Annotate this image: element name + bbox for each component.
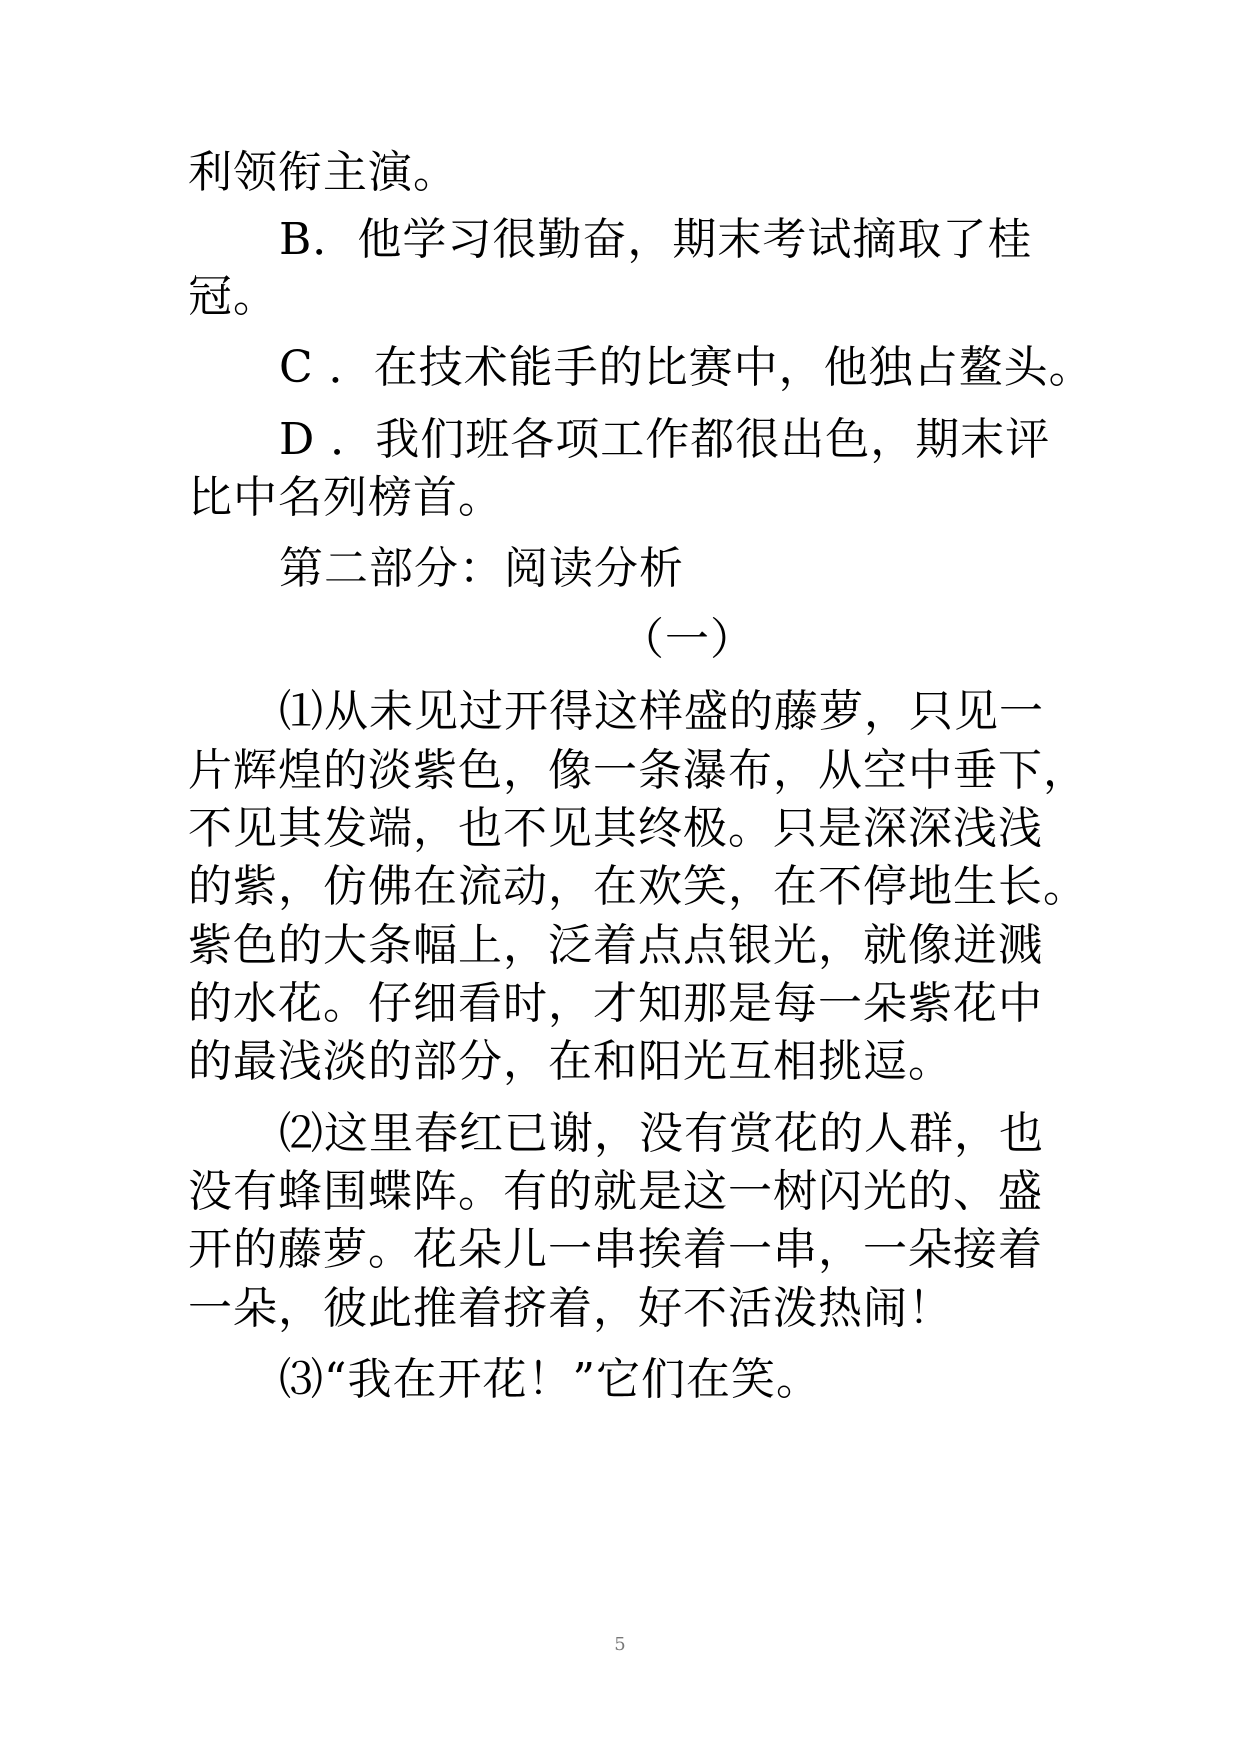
option-c-line: C ．在技术能手的比赛中，他独占鳌头。 (279, 342, 1094, 393)
passage-number: （一） (620, 614, 755, 665)
paragraph-1-line-3: 不见其发端，也不见其终极。只是深深浅浅 (188, 803, 1043, 854)
paragraph-1-line-2: 片辉煌的淡紫色，像一条瀑布，从空中垂下， (188, 745, 1088, 796)
text-line-1: 利领衔主演。 (188, 147, 458, 198)
paragraph-1-line-1: ⑴从未见过开得这样盛的藤萝，只见一 (279, 686, 1044, 737)
paragraph-1-line-6: 的水花。仔细看时，才知那是每一朵紫花中 (188, 978, 1043, 1029)
option-b-line-1: B．他学习很勤奋，期末考试摘取了桂 (279, 214, 1033, 265)
paragraph-1-line-7: 的最浅淡的部分，在和阳光互相挑逗。 (188, 1036, 953, 1087)
option-d-line-1: D ．我们班各项工作都很出色，期末评 (279, 414, 1051, 465)
paragraph-1-line-5: 紫色的大条幅上，泛着点点银光，就像迸溅 (188, 920, 1043, 971)
paragraph-3-line-1: ⑶“我在开花！”它们在笑。 (279, 1354, 821, 1405)
page-number: 5 (614, 1634, 626, 1655)
option-b-line-2: 冠。 (188, 271, 278, 322)
section-heading: 第二部分：阅读分析 (279, 543, 684, 594)
paragraph-2-line-2: 没有蜂围蝶阵。有的就是这一树闪光的、盛 (188, 1166, 1043, 1217)
paragraph-2-line-1: ⑵这里春红已谢，没有赏花的人群，也 (279, 1108, 1044, 1159)
paragraph-2-line-4: 一朵，彼此推着挤着，好不活泼热闹！ (188, 1283, 953, 1334)
option-d-line-2: 比中名列榜首。 (188, 472, 503, 523)
paragraph-2-line-3: 开的藤萝。花朵儿一串挨着一串，一朵接着 (188, 1224, 1043, 1275)
paragraph-1-line-4: 的紫，仿佛在流动，在欢笑，在不停地生长。 (188, 861, 1088, 912)
